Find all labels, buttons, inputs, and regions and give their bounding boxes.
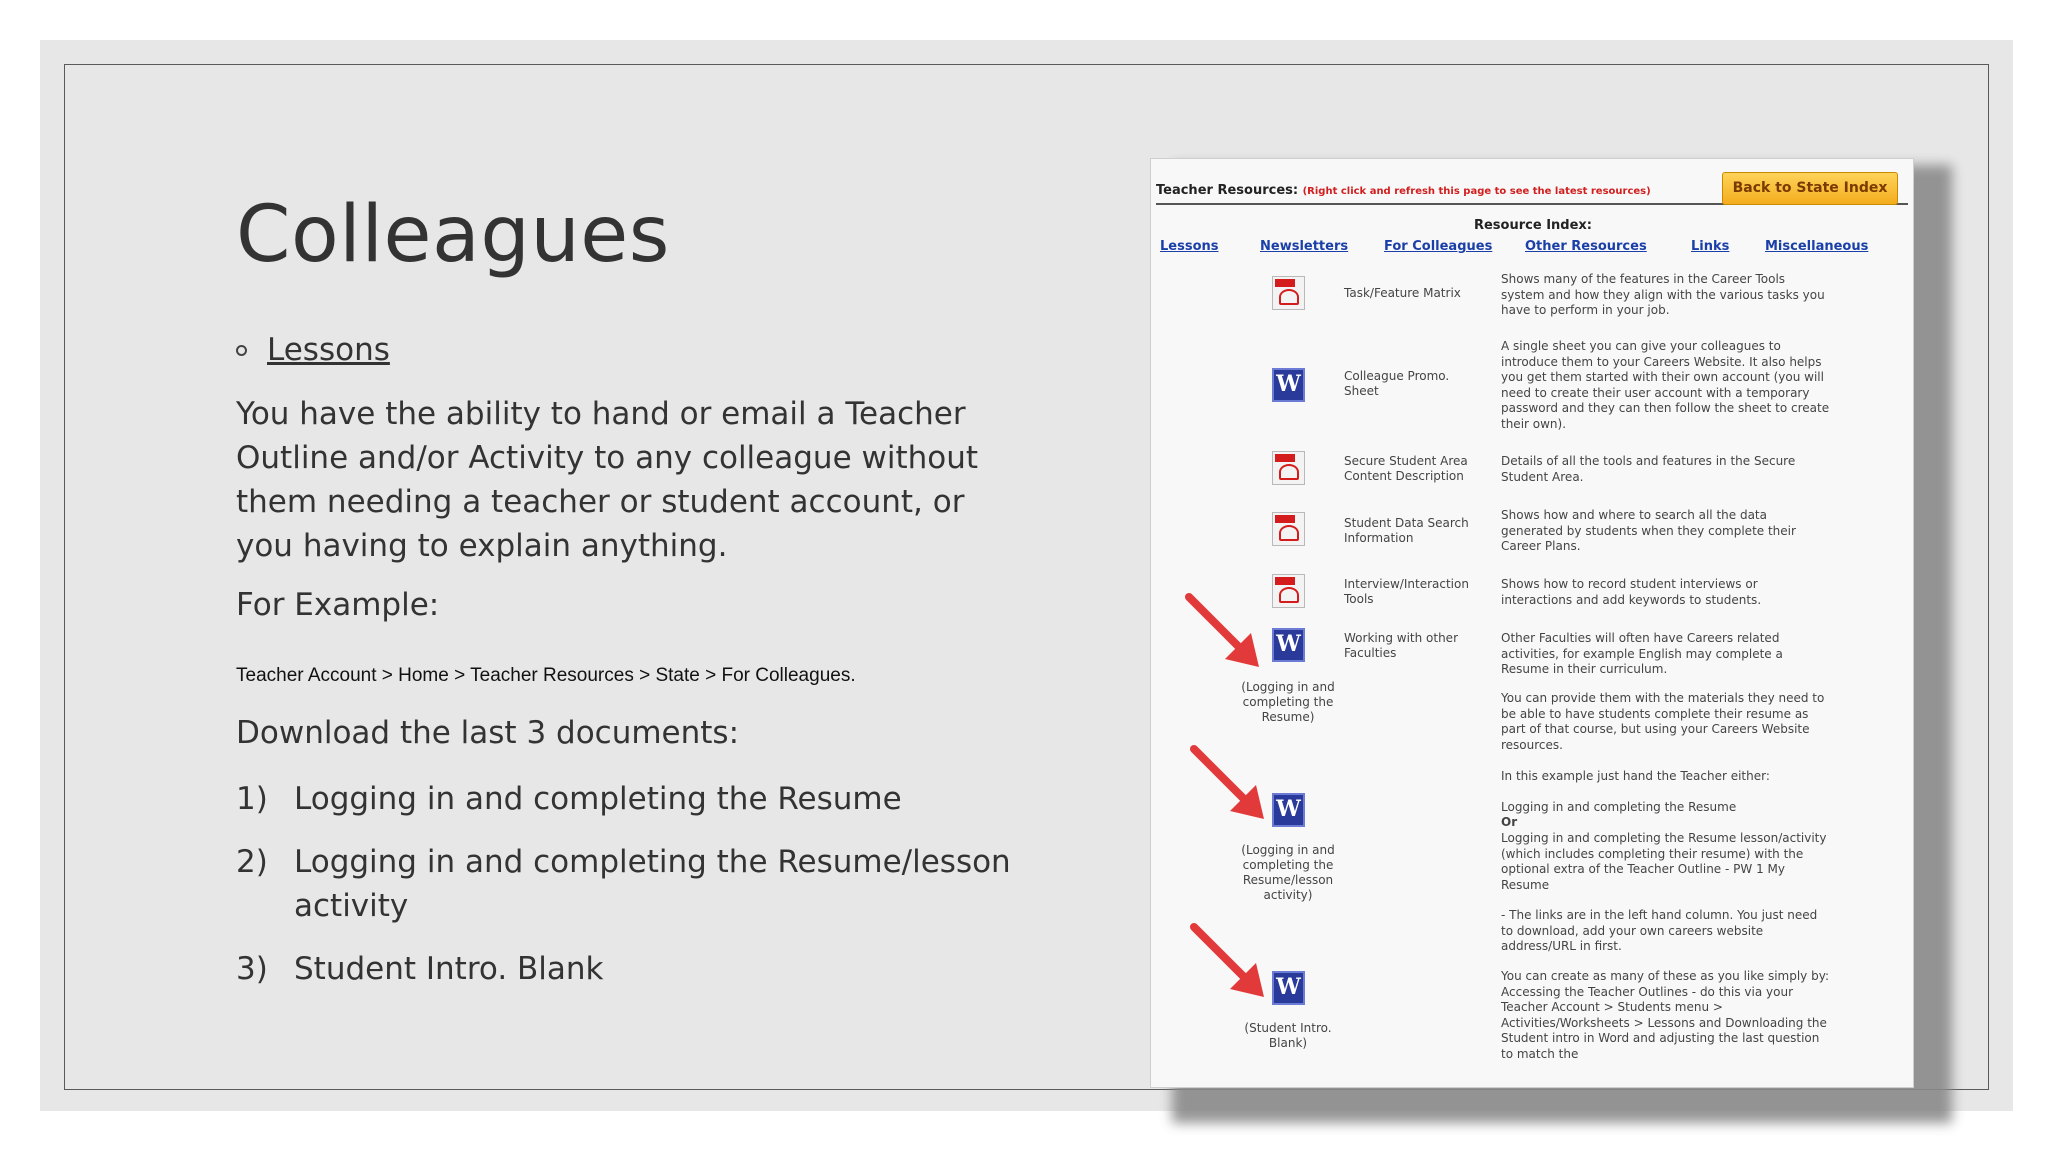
resource-description: You can provide them with the materials they need to be able to have students complete their resume as part of that course, but using your Careers Website resources.: [1501, 691, 1825, 752]
hollow-bullet-icon: [236, 345, 247, 356]
resource-description: Or: [1501, 815, 1518, 829]
word-document-icon[interactable]: W: [1272, 793, 1305, 827]
resource-description: Other Faculties will often have Careers related activities, for example English may complete a Resume in their curriculum.: [1501, 631, 1783, 676]
resource-name: Task/Feature Matrix: [1344, 286, 1461, 300]
icon-caption: (Logging in and completing the Resume): [1241, 680, 1335, 724]
index-link-miscellaneous[interactable]: Miscellaneous: [1765, 239, 1869, 254]
pdf-icon[interactable]: [1272, 276, 1305, 310]
red-arrow-icon: [1186, 741, 1276, 831]
list-item: 2) Logging in and completing the Resume/lesson activity: [236, 844, 1011, 924]
resource-description: Shows many of the features in the Career Tools system and how they align with the various tasks you have to perform in your job.: [1501, 272, 1825, 317]
download-heading: Download the last 3 documents:: [236, 715, 740, 751]
resource-name: Colleague Promo. Sheet: [1344, 369, 1450, 398]
resource-description: Details of all the tools and features in the Secure Student Area.: [1501, 454, 1796, 484]
resources-header: [1156, 171, 1908, 205]
red-arrow-icon: [1186, 919, 1276, 1009]
slide-background: [40, 40, 2013, 1111]
resource-description: Shows how and where to search all the data generated by students when they complete their Career Plans.: [1501, 508, 1796, 553]
slide-title: Colleagues: [236, 190, 670, 280]
list-item: 1) Logging in and completing the Resume: [236, 781, 902, 817]
red-arrow-icon: [1181, 589, 1271, 679]
for-example-label: For Example:: [236, 587, 440, 623]
resource-description: - The links are in the left hand column. You just need to download, add your own careers website address/URL in first.: [1501, 908, 1818, 953]
index-link-lessons[interactable]: Lessons: [1160, 239, 1219, 254]
resource-name: Student Data Search Information: [1344, 516, 1469, 545]
resource-description: Logging in and completing the Resume: [1501, 800, 1737, 814]
navigation-path: Teacher Account > Home > Teacher Resources > State > For Colleagues.: [236, 665, 856, 686]
lessons-link[interactable]: Lessons: [267, 332, 390, 368]
resource-description: Logging in and completing the Resume lesson/activity (which includes completing their resume) with the optional extra of the Teacher Outline - PW 1 My Resume: [1501, 831, 1827, 892]
documents-list: [236, 777, 1016, 1010]
resource-description: A single sheet you can give your colleagues to introduce them to your Careers Website. It also helps you get them started with their own account (you will need to create their user account with a temporary password and they can then follow the sheet to create their own).: [1501, 339, 1830, 431]
resources-header-title: Teacher Resources: (Right click and refresh this page to see the latest resources): [1156, 183, 1651, 198]
index-link-newsletters[interactable]: Newsletters: [1260, 239, 1349, 254]
refresh-note: (Right click and refresh this page to see the latest resources): [1302, 186, 1651, 197]
resource-name: Interview/Interaction Tools: [1344, 577, 1469, 606]
index-link-other-resources[interactable]: Other Resources: [1525, 239, 1647, 254]
resource-description: Shows how to record student interviews or interactions and add keywords to students.: [1501, 577, 1762, 607]
pdf-icon[interactable]: [1272, 574, 1305, 608]
word-document-icon[interactable]: W: [1272, 368, 1305, 402]
bullet-lessons: [236, 332, 390, 368]
word-document-icon[interactable]: W: [1272, 971, 1305, 1005]
resource-index-title: Resource Index:: [1473, 218, 1592, 233]
teacher-resources-screenshot: [1150, 158, 1914, 1088]
resource-description: You can create as many of these as you like simply by: Accessing the Teacher Outlines - do this via your Teacher Account > Students menu > Activities/Worksheets > Lessons and Downloading the Student intro in Word and adjusting the last question to match the: [1501, 969, 1829, 1061]
word-document-icon[interactable]: W: [1272, 628, 1305, 662]
resource-name: Working with other Faculties: [1344, 631, 1458, 660]
back-to-state-index-button[interactable]: Back to State Index: [1722, 172, 1898, 205]
resource-name: Secure Student Area Content Description: [1344, 454, 1468, 483]
pdf-icon[interactable]: [1272, 451, 1305, 485]
list-item: 3) Student Intro. Blank: [236, 951, 604, 987]
resource-description: In this example just hand the Teacher either:: [1501, 769, 1770, 783]
index-link-for-colleagues[interactable]: For Colleagues: [1384, 239, 1493, 254]
icon-caption: (Logging in and completing the Resume/lesson activity): [1241, 843, 1335, 902]
index-link-links[interactable]: Links: [1691, 239, 1730, 254]
intro-paragraph: You have the ability to hand or email a Teacher Outline and/or Activity to any colleague without them needing a teacher or student account, or you having to explain anything.: [236, 396, 979, 564]
icon-caption: (Student Intro. Blank): [1244, 1021, 1332, 1050]
pdf-icon[interactable]: [1272, 512, 1305, 546]
